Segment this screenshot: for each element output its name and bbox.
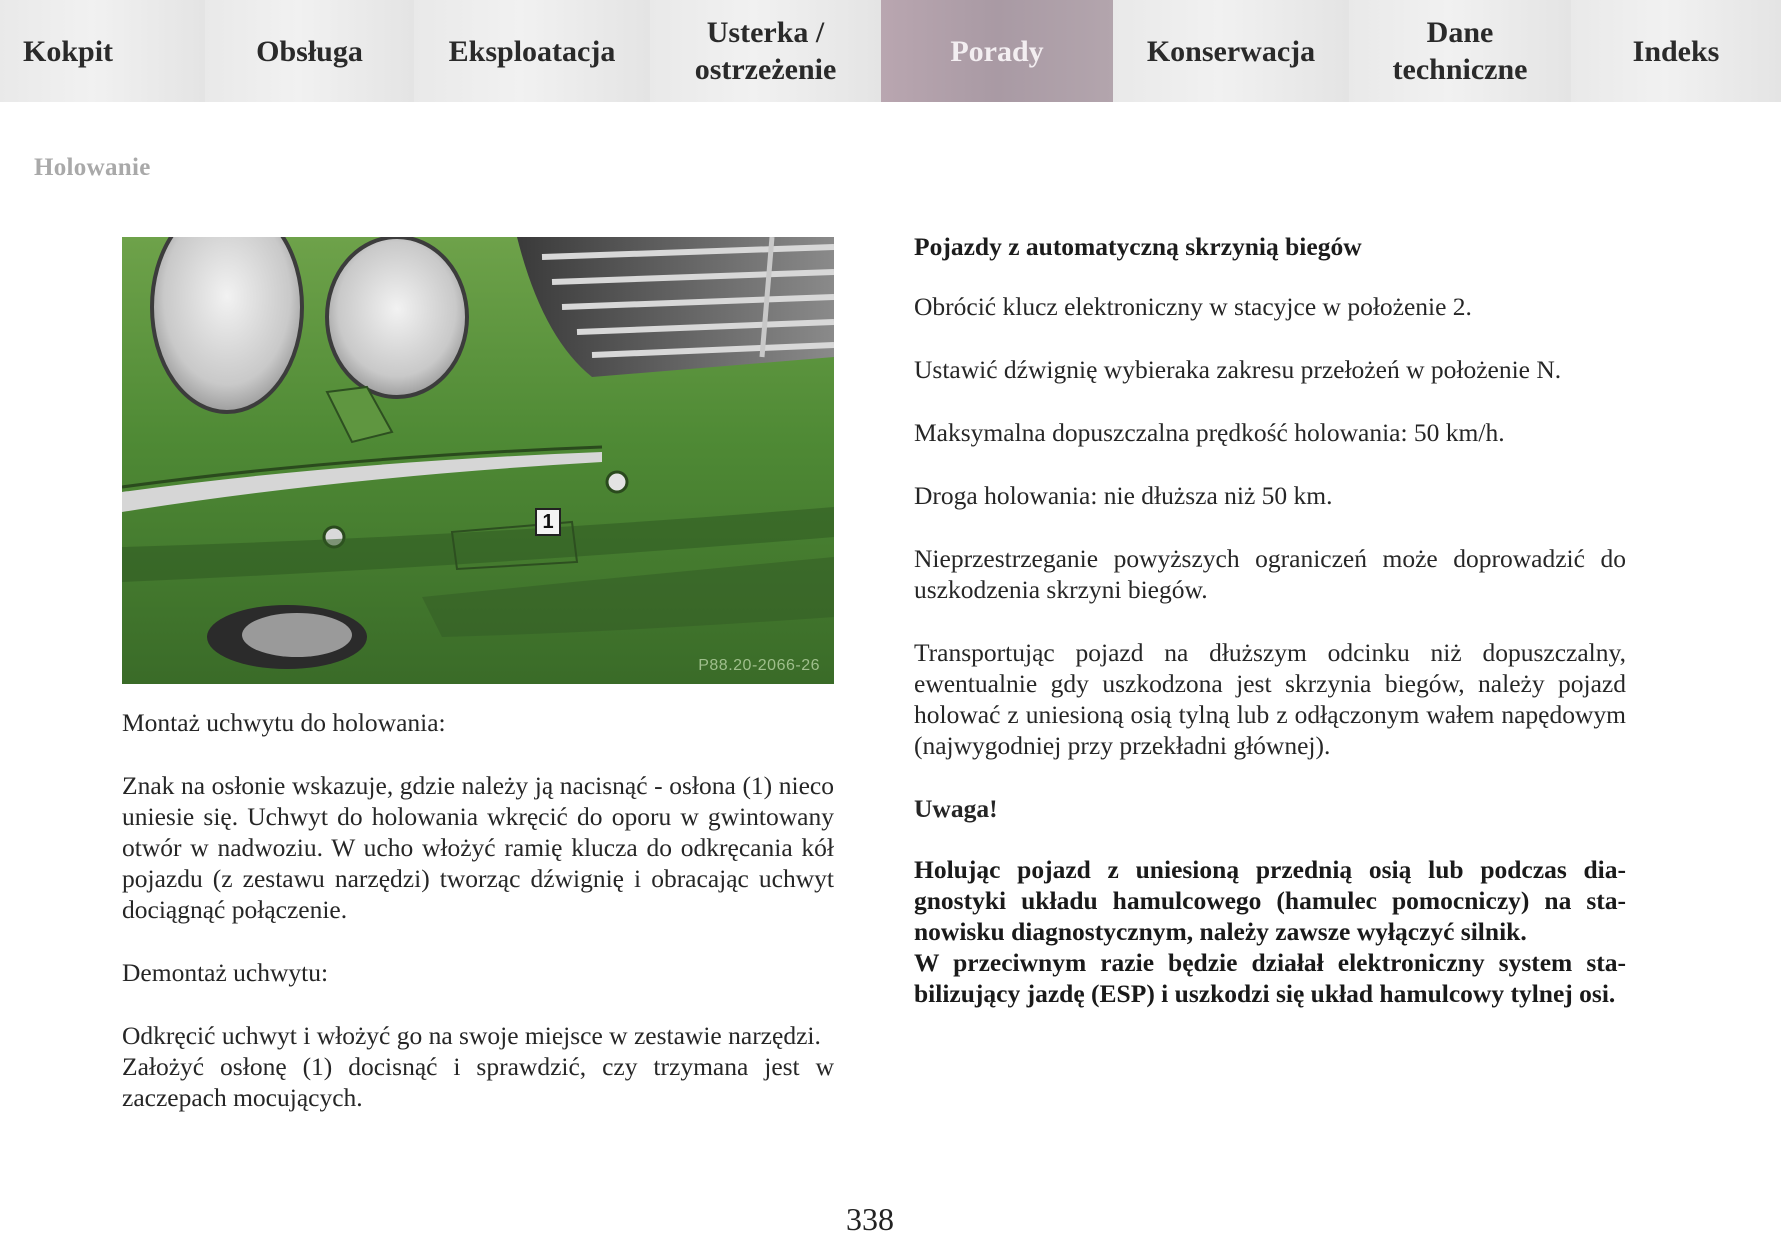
tab-indeks[interactable]: Indeks bbox=[1571, 0, 1781, 102]
mount-title: Montaż uchwytu do holowania: bbox=[122, 708, 446, 737]
tab-porady[interactable]: Porady bbox=[881, 0, 1113, 102]
section-title: Holowanie bbox=[34, 154, 151, 181]
dismount-instructions-1: Odkręcić uchwyt i włożyć go na swoje miejsce w zestawie narzędzi. bbox=[122, 1021, 821, 1050]
right-text-column bbox=[914, 231, 1626, 1009]
towing-hook-figure bbox=[122, 237, 834, 684]
warning-text-1: Holując pojazd z uniesioną przednią osią lub podczas diagnostyki układu hamulcowego (hamulec pomocniczy) na stanowisku diagnostycznym, należy zawsze wyłączyć silnik. bbox=[914, 855, 1626, 946]
dismount-instructions-2: Założyć osłonę (1) docisnąć i sprawdzić, czy trzymana jest w zaczepach mocujących. bbox=[122, 1052, 834, 1112]
tab-obsluga[interactable]: Obsługa bbox=[205, 0, 414, 102]
tab-konserwacja[interactable]: Konserwacja bbox=[1113, 0, 1349, 102]
car-front-illustration bbox=[122, 237, 834, 684]
max-towing-distance: Droga holowania: nie dłuższa niż 50 km. bbox=[914, 481, 1333, 510]
long-distance-transport-note: Transportując pojazd na dłuższym odcinku niż dopuszczalny, ewentualnie gdy uszkodzona jest skrzynia biegów, należy pojazd holować z uniesioną osią tylną lub z odłączonym wałem napędowym (najwygodniej przy przekładni głównej). bbox=[914, 638, 1626, 760]
chapter-tab-bar bbox=[0, 0, 1781, 102]
max-towing-speed: Maksymalna dopuszczalna prędkość holowania: 50 km/h. bbox=[914, 418, 1505, 447]
tab-dane-techniczne[interactable]: Dane techniczne bbox=[1349, 0, 1571, 102]
tab-eksploatacja[interactable]: Eksploatacja bbox=[414, 0, 650, 102]
callout-label: 1 bbox=[535, 508, 561, 536]
page-number: 338 bbox=[846, 1201, 894, 1237]
step-ignition: Obrócić klucz elektroniczny w stacyjce w położenie 2. bbox=[914, 292, 1472, 321]
warning-title: Uwaga! bbox=[914, 794, 998, 823]
dismount-title: Demontaż uchwytu: bbox=[122, 958, 329, 987]
left-text-column bbox=[122, 707, 834, 1113]
automatic-gearbox-heading: Pojazdy z automatyczną skrzynią biegów bbox=[914, 232, 1362, 261]
mount-instructions: Znak na osłonie wskazuje, gdzie należy ją nacisnąć - osłona (1) nieco uniesie się. Uchwyt do holowania wkręcić do oporu w gwintowany otwór w nadwoziu. W ucho włożyć ramię klucza do odkręcania kół pojazdu (z zestawu narzędzi) tworząc dźwignię i obracając uchwyt dociągnąć połączenie. bbox=[122, 771, 834, 924]
tab-kokpit[interactable]: Kokpit bbox=[0, 0, 205, 102]
figure-code: P88.20-2066-26 bbox=[698, 657, 820, 674]
step-selector-lever: Ustawić dźwignię wybieraka zakresu przełożeń w położenie N. bbox=[914, 355, 1562, 384]
warning-text-2: W przeciwnym razie będzie działał elektroniczny system stabilizujący jazdę (ESP) i uszkodzi się układ hamulcowy tylnej osi. bbox=[914, 948, 1626, 1008]
gearbox-damage-note: Nieprzestrzeganie powyższych ograniczeń może doprowadzić do uszkodzenia skrzyni biegów. bbox=[914, 544, 1626, 604]
tab-usterka-ostrzezenie[interactable]: Usterka / ostrzeżenie bbox=[650, 0, 881, 102]
